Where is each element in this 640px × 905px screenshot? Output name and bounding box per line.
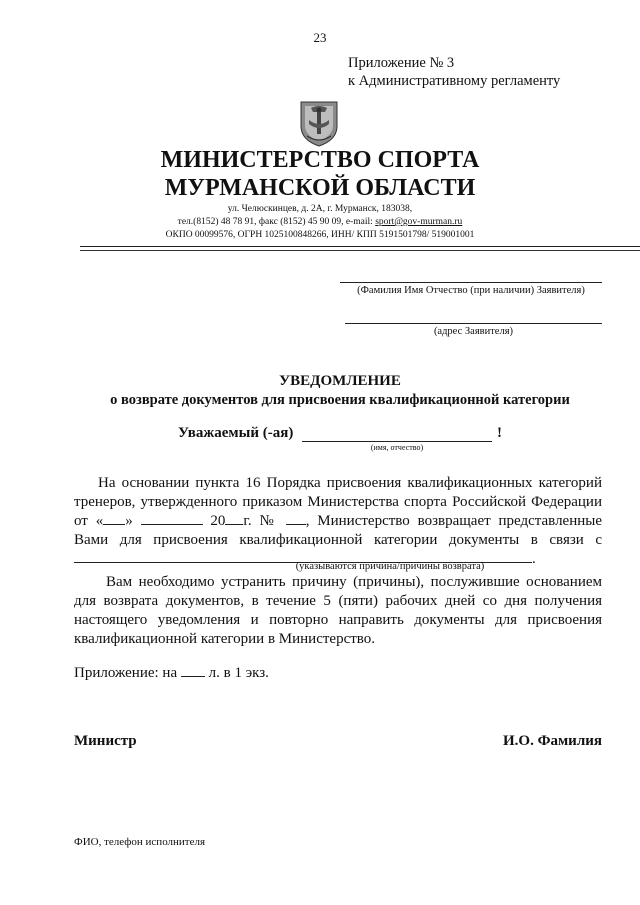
order-month-blank (141, 512, 203, 525)
executor-info: ФИО, телефон исполнителя (74, 836, 206, 848)
page-number: 23 (313, 30, 327, 45)
phone-fax: тел.(8152) 48 78 91, факс (8152) 45 90 09, e-mail: (177, 217, 376, 227)
reason-caption: (указываются причина/причины возврата) (295, 561, 485, 572)
applicant-address-line (345, 323, 602, 324)
document-subtitle: о возврате документов для присвоения квалификационной категории (110, 392, 570, 408)
ministry-codes: ОКПО 00099576, ОГРН 1025100848266, ИНН/ КПП 5191501798/ 519001001 (165, 230, 475, 240)
basis-number-label: г. № (243, 513, 278, 529)
attachment-prefix: Приложение: на (74, 665, 178, 681)
basis-quote-close: » (125, 513, 133, 529)
greeting: Уважаемый (-ая) (178, 425, 294, 441)
coat-of-arms-icon (297, 96, 341, 148)
order-number-blank (286, 512, 306, 525)
ministry-line-2: МУРМАНСКОЙ ОБЛАСТИ (164, 175, 476, 201)
ministry-name (0, 146, 640, 202)
document-title: УВЕДОМЛЕНИЕ (279, 373, 401, 389)
appendix-reference: к Административному регламенту (348, 73, 561, 89)
reason-end: . (532, 551, 536, 567)
order-day-blank (103, 512, 125, 525)
appendix-number: Приложение № 3 (348, 55, 455, 71)
basis-year-prefix: 20 (210, 513, 226, 529)
greeting-name-line (302, 441, 492, 442)
greeting-exclamation: ! (497, 425, 502, 441)
header-divider-thin (80, 250, 640, 251)
signatory-position: Министр (74, 733, 137, 749)
paragraph-instructions: Вам необходимо устранить причину (причины), послужившие основанием для возврата документов, в течение 5 (пяти) рабочих дней со дня получения настоящего уведомления и повторно направить документы для присвоения квалификационной категории в Министерство. (74, 574, 602, 647)
ministry-line-1: МИНИСТЕРСТВО СПОРТА (160, 147, 480, 173)
email-link[interactable]: sport@gov-murman.ru (375, 217, 463, 227)
attachment-pages-blank (181, 664, 205, 677)
attachment-suffix: л. в 1 экз. (208, 665, 269, 681)
ministry-address: ул. Челюскинцев, д. 2А, г. Мурманск, 183038, (227, 204, 413, 214)
basis-text-end: , Министерство возвращает представленные Вами для присвоения квалификационной категории документы в связи с (74, 513, 602, 548)
ministry-contacts (0, 216, 640, 229)
header-divider-thick (80, 246, 640, 247)
attachment-line (74, 664, 269, 682)
order-year-blank (225, 512, 243, 525)
basis-text-start: На основании пункта 16 Порядка присвоения квалификационных категорий тренеров, утвержденного приказом Министерства спорта Российской Федерации от « (74, 475, 602, 529)
greeting-caption: (имя, отчество) (370, 443, 424, 452)
applicant-name-caption: (Фамилия Имя Отчество (при наличии) Заявителя) (357, 285, 585, 296)
paragraph-basis (74, 474, 602, 569)
applicant-address-caption: (адрес Заявителя) (433, 326, 514, 337)
signatory-name: И.О. Фамилия (503, 733, 603, 749)
applicant-name-line (340, 282, 602, 283)
